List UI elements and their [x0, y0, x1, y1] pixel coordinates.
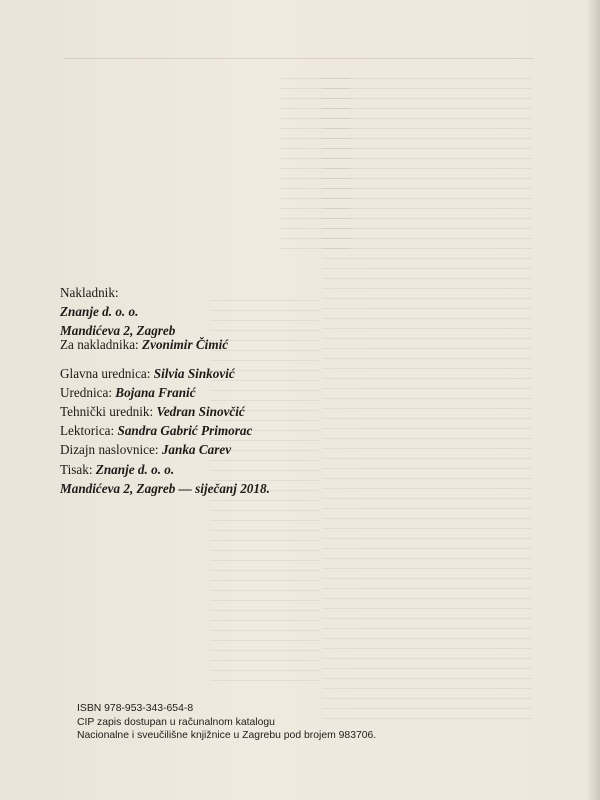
publisher-name: Znanje d. o. o.	[60, 304, 139, 319]
editor-value: Bojana Franić	[115, 385, 196, 400]
technical-editor-line	[60, 402, 252, 421]
print-label: Tisak:	[60, 462, 93, 477]
editor-label: Urednica:	[60, 385, 112, 400]
editor-in-chief-value: Silvia Sinković	[153, 366, 235, 381]
cover-design-line	[60, 440, 252, 459]
for-publisher-label: Za nakladnika:	[60, 337, 139, 352]
print-address-date: Mandićeva 2, Zagreb — siječanj 2018.	[60, 481, 270, 496]
editor-in-chief-line	[60, 364, 252, 383]
editor-line	[60, 383, 252, 402]
isbn-cip-block	[77, 702, 376, 743]
credits-block	[60, 364, 252, 459]
proofreader-line	[60, 421, 252, 440]
for-publisher-line	[60, 335, 228, 354]
for-publisher-value: Zvonimir Čimić	[142, 337, 229, 352]
cover-design-value: Janka Carev	[161, 442, 232, 457]
cip-line-2: Nacionalne i sveučilišne knjižnice u Zagrebu pod brojem 983706.	[77, 730, 377, 741]
editor-in-chief-label: Glavna urednica:	[60, 366, 151, 381]
cover-design-label: Dizajn naslovnice:	[60, 442, 159, 457]
cip-line-1: CIP zapis dostupan u računalnom katalogu	[77, 716, 275, 728]
publisher-block	[60, 283, 175, 340]
publisher-address: Mandićeva 2, Zagreb	[60, 323, 176, 338]
technical-editor-value: Vedran Sinovčić	[156, 404, 245, 419]
proofreader-label: Lektorica:	[60, 423, 115, 438]
print-name: Znanje d. o. o.	[95, 462, 175, 477]
show-through-lines-right	[322, 78, 532, 728]
show-through-rule	[64, 58, 534, 59]
spine-shadow	[586, 0, 600, 800]
print-block	[60, 460, 270, 498]
publisher-label: Nakladnik:	[60, 285, 119, 300]
isbn-number: ISBN 978-953-343-654-8	[77, 703, 194, 714]
technical-editor-label: Tehnički urednik:	[60, 404, 154, 419]
proofreader-value: Sandra Gabrić Primorac	[117, 423, 253, 438]
